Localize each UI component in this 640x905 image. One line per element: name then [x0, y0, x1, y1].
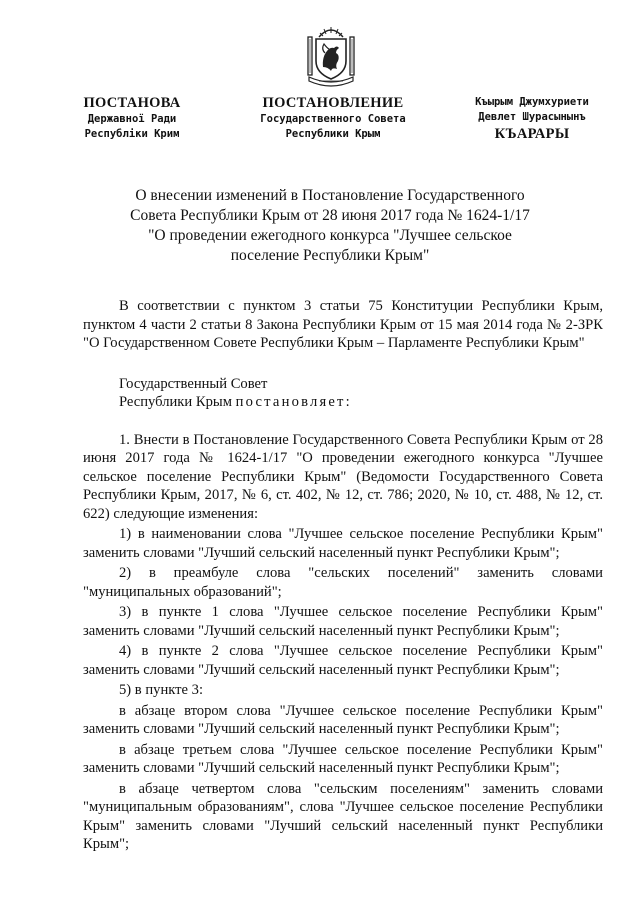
- council-name: Республики Крым: [119, 394, 236, 410]
- item-paragraph: 4) в пункте 2 слова "Лучшее сельское поселение Республики Крым" заменить словами "Лучший сельский населенный пункт Республики Крым";: [83, 643, 603, 678]
- item-paragraph: 1. Внести в Постановление Государственного Совета Республики Крым от 28 июня 2017 года № 1624-1/17 "О проведении ежегодного конкурса "Лучшее сельское поселение Республики Крым" (Ведомости Государственного Совета Республики Крым, 2017, № 6, ст. 402, № 12, ст. 786; 2020, № 10, ст. 488, № 12, ст. 622) следующие изменения:: [83, 431, 603, 522]
- title-line: поселение Республики Крым": [230, 247, 430, 264]
- header-right-line2: Девлет Шурасынынъ: [478, 111, 586, 123]
- header-left-title: ПОСТАНОВА: [83, 95, 181, 111]
- resolves-word: постановляет:: [235, 394, 352, 410]
- item-paragraph: в абзаце втором слова "Лучшее сельское поселение Республики Крым" заменить словами "Лучший сельский населенный пункт Республики Крым";: [83, 702, 603, 737]
- header-center-line1: Государственного Совета: [260, 113, 406, 125]
- document-body: [83, 297, 603, 854]
- header-left-line1: Державної Ради: [87, 113, 177, 125]
- preamble-paragraph: В соответствии с пунктом 3 статьи 75 Конституции Республики Крым, пунктом 4 части 2 статьи 8 Закона Республики Крым от 15 мая 2014 года № 2-ЗРК "О Государственном Совете Республики Крым – Парламенте Республики Крым": [83, 298, 603, 351]
- title-line: О внесении изменений в Постановление Государственного: [135, 187, 525, 204]
- title-line: "О проведении ежегодного конкурса "Лучшее сельское: [148, 227, 512, 244]
- item-paragraph: в абзаце четвертом слова "сельским поселениям" заменить словами "муниципальным образованиям", слова "Лучшее сельское поселение Республики Крым" заменить словами "Лучший сельский населенный пункт Республики Крым";: [83, 780, 603, 852]
- header-right-line1: Къырым Джумхуриети: [475, 96, 589, 108]
- document-title: [110, 186, 550, 266]
- header-ukrainian: [72, 95, 192, 142]
- header-russian: [248, 95, 418, 142]
- header-crimean-tatar: [452, 95, 612, 143]
- header-left-line2: Республіки Крим: [84, 128, 180, 140]
- header-center-title: ПОСТАНОВЛЕНИЕ: [262, 95, 404, 111]
- item-paragraph: 1) в наименовании слова "Лучшее сельское поселение Республики Крым" заменить словами "Лучший сельский населенный пункт Республики Крым";: [83, 526, 603, 561]
- item-paragraph: 3) в пункте 1 слова "Лучшее сельское поселение Республики Крым" заменить словами "Лучший сельский населенный пункт Республики Крым";: [83, 604, 603, 639]
- title-line: Совета Республики Крым от 28 июня 2017 года № 1624-1/17: [130, 207, 530, 224]
- crimea-coat-of-arms-icon: [305, 25, 357, 87]
- header-right-title: КЪАРАРЫ: [494, 126, 570, 142]
- header-center-line2: Республики Крым: [285, 128, 381, 140]
- council-line2: [83, 393, 603, 412]
- council-line1: Государственный Совет: [119, 375, 268, 392]
- item-paragraph: в абзаце третьем слова "Лучшее сельское поселение Республики Крым" заменить словами "Лучший сельский населенный пункт Республики Крым";: [83, 741, 603, 776]
- item-paragraph: 5) в пункте 3:: [119, 682, 204, 698]
- item-paragraph: 2) в преамбуле слова "сельских поселений" заменить словами "муниципальных образований";: [83, 565, 603, 600]
